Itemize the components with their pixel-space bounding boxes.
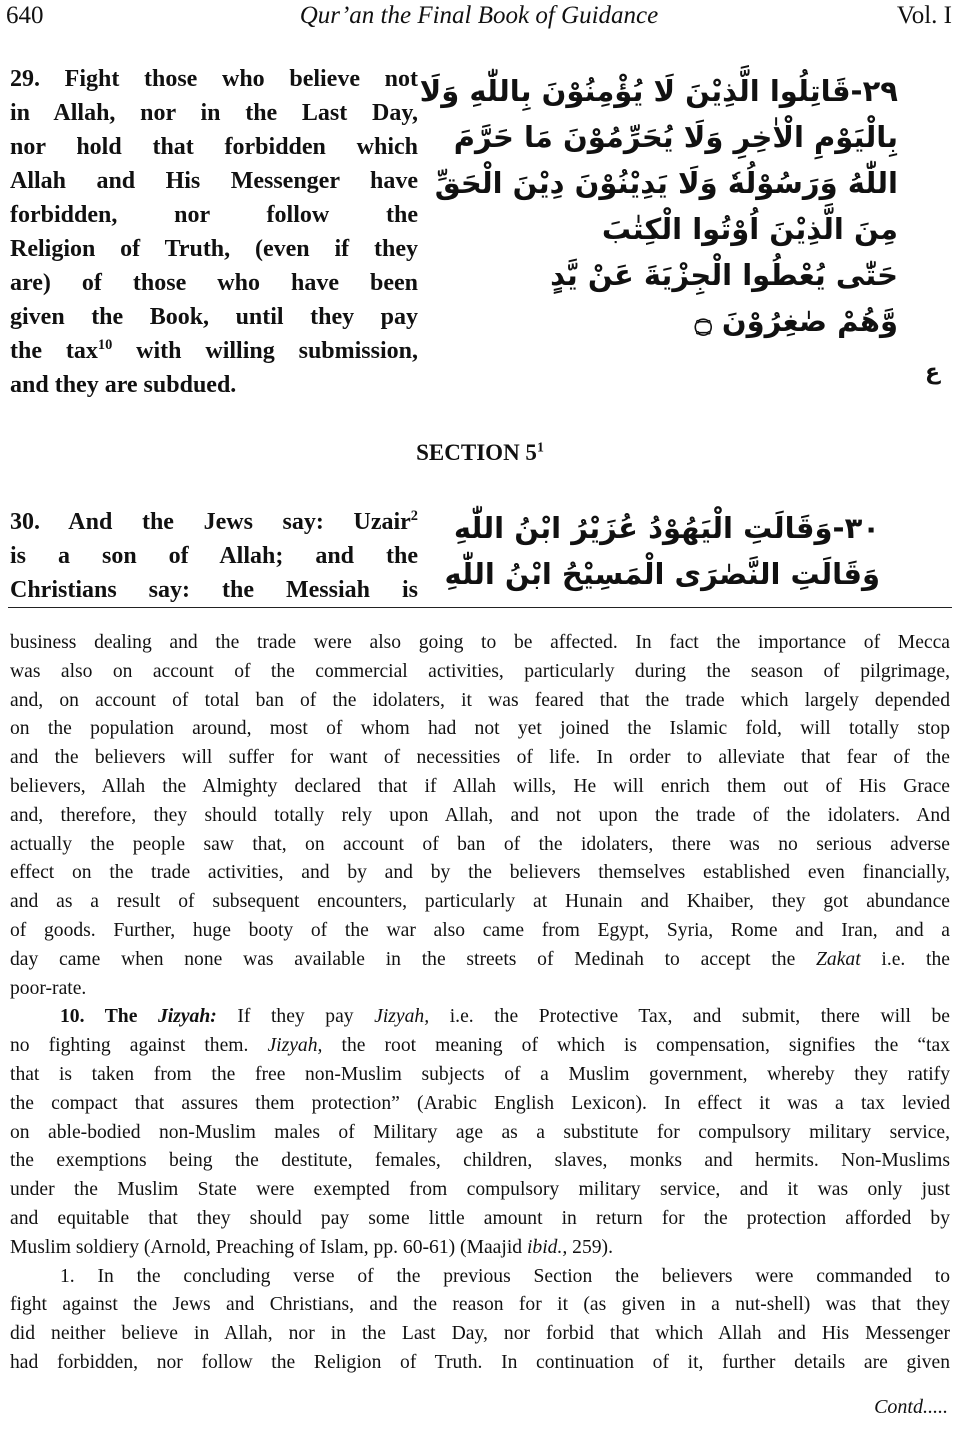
text-run: and they are subdued.: [10, 372, 237, 398]
text-run: is a son of Allah; and the: [10, 543, 418, 569]
text-line: [10, 573, 418, 607]
text-line: [10, 917, 950, 946]
arabic-line: ٢٩-قَاتِلُوا الَّذِيْنَ لَا يُؤْمِنُوْنَ بِاللّٰهِ وَلَا: [419, 74, 898, 108]
section-footnote-ref: 1: [536, 439, 544, 455]
text-run: 29. Fight those who believe not: [10, 66, 418, 92]
text-line: [10, 62, 418, 96]
text-run: Jizyah:: [157, 1006, 217, 1028]
text-line: [10, 831, 950, 860]
verse-30-english: [10, 505, 418, 607]
text-run: the compact that assures them protection” (Arabic English Lexicon). In effect it was a tax levied: [10, 1092, 950, 1114]
text-run: Jizyah,: [267, 1035, 323, 1057]
arabic-line: وَّهُمْ صٰغِرُوْنَ ۝: [694, 304, 898, 338]
text-run: no fighting against them.: [10, 1035, 268, 1057]
footnote-ref: 10: [97, 337, 113, 353]
text-run: in Allah, nor in the Last Day,: [10, 100, 418, 126]
arabic-line: وَقَالَتِ النَّصٰرَى الْمَسِيْحُ ابْنُ اللّٰهِ: [444, 557, 880, 591]
text-line: [10, 368, 418, 402]
text-run: day came when none was available in the streets of Medinah to accept the: [10, 948, 817, 970]
text-line: [10, 96, 418, 130]
text-run: on able-bodied non-Muslim males of Military age as a substitute for compulsory military service,: [10, 1121, 950, 1143]
text-line: [10, 1349, 950, 1378]
text-run: actually the people saw that, on account of ban of the idolaters, there was no serious adverse: [10, 833, 950, 855]
text-line: [10, 539, 418, 573]
verse-30-arabic: [444, 505, 880, 597]
text-run: 30. And the Jews say: Uzair: [10, 509, 411, 535]
commentary-paragraph: [10, 1263, 950, 1378]
text-line: [10, 164, 418, 198]
text-line: [10, 505, 418, 539]
text-run: given the Book, until they pay: [10, 304, 418, 330]
text-line: [10, 1176, 950, 1205]
text-line: [10, 232, 418, 266]
text-line: [10, 198, 418, 232]
text-line: [10, 334, 418, 368]
text-run: had forbidden, nor follow the Religion of Truth. In continuation of it, further details are given: [10, 1351, 950, 1373]
text-run: are) of those who have been: [10, 270, 418, 296]
text-run: If they pay: [216, 1006, 375, 1028]
commentary: [10, 629, 950, 1378]
text-run: effect on the trade activities, and by and by the believers themselves established even financially,: [10, 862, 950, 884]
text-run: with willing submission,: [112, 338, 418, 364]
verse-29-arabic: [419, 68, 898, 344]
text-line: [10, 888, 950, 917]
text-run: The: [104, 1006, 158, 1028]
commentary-paragraph: [10, 629, 950, 1003]
text-line: [10, 715, 950, 744]
text-run: believers, Allah the Almighty declared that if Allah wills, He will enrich them out of His Grace: [10, 775, 950, 797]
text-line: [10, 629, 950, 658]
text-run: Religion of Truth, (even if they: [10, 236, 418, 262]
text-line: [10, 802, 950, 831]
text-run: ibid.,: [526, 1236, 568, 1258]
text-line: [10, 1205, 950, 1234]
arabic-line: بِالْيَوْمِ الْاٰخِرِ وَلَا يُحَرِّمُوْنَ مَا حَرَّمَ: [453, 120, 898, 154]
text-line: [10, 1090, 950, 1119]
text-run: that is taken from the free non-Muslim subjects of a Muslim government, whereby they ratify: [10, 1063, 950, 1085]
text-run: Zakat: [816, 948, 861, 970]
text-line: [10, 130, 418, 164]
arabic-line: مِنَ الَّذِيْنَ اُوْتُوا الْكِتٰبَ: [601, 212, 898, 246]
section-heading: [0, 440, 960, 466]
text-run: and equitable that they should pay some little amount in return for the protection afforded by: [10, 1207, 950, 1229]
text-line: [10, 744, 950, 773]
text-line: [10, 975, 950, 1004]
text-run: 10.: [60, 1006, 105, 1028]
text-run: i.e. the Protective Tax, and submit, there will be: [429, 1006, 950, 1028]
text-run: nor hold that forbidden which: [10, 134, 418, 160]
text-run: Allah and His Messenger have: [10, 168, 418, 194]
text-line: [10, 1003, 950, 1032]
text-run: of goods. Further, huge booty of the war also came from Egypt, Syria, Rome and Iran, and a: [10, 919, 950, 941]
commentary-paragraph: [10, 1003, 950, 1262]
verse-29-english: [10, 62, 418, 402]
text-line: [10, 1263, 950, 1292]
text-line: [10, 1119, 950, 1148]
text-run: forbidden, nor follow the: [10, 202, 418, 228]
running-header: [6, 2, 952, 32]
text-run: was also on account of the commercial activities, particularly during the season of pilgrimage,: [10, 660, 950, 682]
text-run: Christians say: the Messiah is: [10, 577, 418, 603]
text-run: 1. In the concluding verse of the previous Section the believers were commanded to: [60, 1265, 950, 1287]
text-run: did neither believe in Allah, nor in the Last Day, nor forbid that which Allah and His Messenger: [10, 1323, 950, 1345]
text-run: i.e. the: [860, 948, 950, 970]
text-run: Muslim soldiery (Arnold, Preaching of Islam, pp. 60-61) (Maajid: [10, 1236, 527, 1258]
text-run: and the believers will suffer for want of necessities of life. In order to alleviate that fear of the: [10, 747, 950, 769]
section-label: SECTION 5: [416, 440, 537, 465]
arabic-line: ٣٠-وَقَالَتِ الْيَهُوْدُ عُزَيْرُ ابْنُ اللّٰهِ: [453, 511, 880, 545]
ruku-mark: ع: [925, 360, 941, 385]
text-line: [10, 1291, 950, 1320]
text-run: and as a result of subsequent encounters, particularly at Hunain and Khaiber, they got abundance: [10, 891, 950, 913]
volume-label: Vol. I: [896, 2, 952, 29]
text-run: 259).: [567, 1236, 613, 1258]
text-run: and, therefore, they should totally rely upon Allah, and not upon the trade of the idolaters. And: [10, 804, 950, 826]
text-line: [10, 1032, 950, 1061]
text-run: fight against the Jews and Christians, and the reason for it (as given in a nut-shell) was that they: [10, 1294, 950, 1316]
text-line: [10, 658, 950, 687]
text-line: [10, 300, 418, 334]
text-line: [10, 1320, 950, 1349]
divider-rule: [8, 607, 952, 608]
text-line: [10, 859, 950, 888]
continued-label: Contd.....: [874, 1396, 948, 1418]
arabic-line: حَتّٰى يُعْطُوا الْجِزْيَةَ عَنْ يَّدٍ: [550, 258, 898, 292]
text-run: the exemptions being the destitute, females, children, slaves, monks and hermits. Non-Muslims: [10, 1150, 950, 1172]
text-line: [10, 266, 418, 300]
text-run: and, on account of total ban of the idolaters, it was feared that the trade which largely depended: [10, 689, 950, 711]
text-line: [10, 1061, 950, 1090]
text-line: [10, 773, 950, 802]
text-line: [10, 946, 950, 975]
text-line: [10, 687, 950, 716]
text-run: Jizyah,: [374, 1006, 430, 1028]
page-number: 640: [6, 2, 44, 29]
text-run: on the population around, most of whom had not yet joined the Islamic fold, will totally stop: [10, 718, 950, 740]
arabic-line: اللّٰهُ وَرَسُوْلُهٗ وَلَا يَدِيْنُوْنَ دِيْنَ الْحَقِّ: [434, 166, 898, 200]
text-line: [10, 1234, 950, 1263]
footnote-ref: 2: [410, 508, 418, 524]
text-run: business dealing and the trade were also going to be affected. In fact the importance of Mecca: [10, 632, 950, 653]
text-line: [10, 1147, 950, 1176]
book-title: Qur’an the Final Book of Guidance: [299, 2, 659, 29]
text-run: the tax: [10, 338, 98, 364]
text-run: the root meaning of which is compensation, signifies the “tax: [322, 1035, 950, 1057]
text-run: under the Muslim State were exempted from compulsory military service, and it was only just: [10, 1179, 950, 1201]
text-run: poor-rate.: [10, 977, 87, 999]
